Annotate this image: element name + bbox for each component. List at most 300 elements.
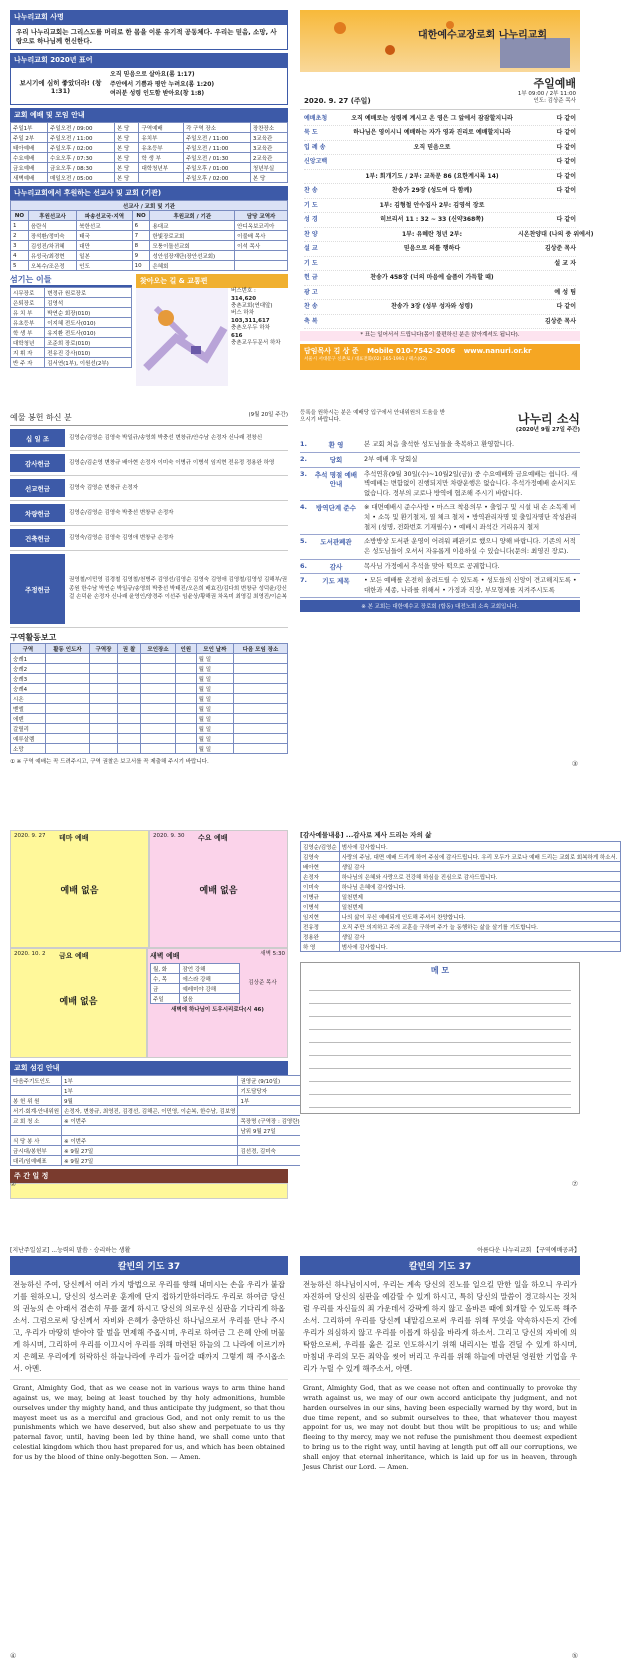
table-cell: 김성진/차귀혜 [28,241,76,251]
table-header-cell: 담당 교역자 [235,211,288,221]
order-row [304,213,576,228]
order-label: 성 경 [304,216,318,224]
news-heading: 기도 제목 [322,577,350,586]
table-cell: 남위 9월 27일 [238,1126,302,1136]
table-cell: 일천번제 [339,892,620,902]
memo-lines [301,978,579,1108]
table-cell: 이병규 [301,892,340,902]
table-cell: 주일오전 / 11:00 [183,143,250,153]
map-section [136,274,288,386]
memo-box [300,962,580,1114]
box-date: 2020. 9. 27 [14,833,46,839]
order-content: 오직 예배로는 성령께 계시고 온 영은 그 앞에서 잠잠할지니라 [351,114,513,122]
table-cell: 하 영 [301,942,340,952]
table-cell [90,744,118,754]
table-cell: 이석 목사 [235,241,288,251]
table-cell [175,744,196,754]
table-row [11,163,288,173]
box-title: 새벽 예배 [150,952,180,960]
table-cell [62,1126,238,1136]
table-cell: 하나님의 은혜와 사랑으로 건강해 하심을 진심으로 감사드립니다. [339,872,620,882]
news-heading: 감사 [329,562,343,571]
service-times: 1부 09:00 / 2부 11:00 [517,91,576,97]
report-title: 구역활동보고 [10,633,57,642]
table-cell: 월 일 [196,704,233,714]
table-cell: 사랑의 주님, 대면 예배 드리게 하여 주심에 감사드립니다. 우리 모두가 코로나 예배 드리는 교회로 회복하게 하소서. [339,852,620,862]
table-cell [45,704,89,714]
table-cell: 6 [132,221,150,231]
box-title: 수요 예배 [198,834,228,842]
news-number: 5. [300,537,307,546]
table-cell: 서기·회계·안내위원 [11,1106,62,1116]
offering-names: 김영순/김영순 김영숙 박충선 변창규 손정자 [69,509,174,516]
table-row [301,902,621,912]
table-cell: 손정자, 변창규, 최영진, 김경선, 김해곤, 이민영, 이순복, 한수남, 김보영 [62,1106,238,1116]
table-cell: 유지환 전도사(010) [45,328,132,338]
table-cell: 에스라 강해 [180,974,240,984]
news-item [300,560,580,575]
table-cell: 월, 화 [151,964,180,974]
table-row [301,872,621,882]
table-cell: ※ 이번주 [62,1116,238,1126]
table-cell: 학 생 부 [139,153,184,163]
table-cell [90,664,118,674]
table-cell: 월 일 [196,744,233,754]
table-cell: 시무장로 [11,288,45,298]
table-cell: 김영순/김영순 [301,842,340,852]
table-row [151,974,240,984]
table-cell [141,734,176,744]
table-cell: 9 [132,251,150,261]
table-cell [141,664,176,674]
table-cell: 용대교 [150,221,235,231]
table-cell: 본 당 [114,163,139,173]
page-number: ④ [10,1652,17,1660]
offering-names: 김영순/김영순 김영숙 박일규/송영희 박충선 변창규/안수남 손정자 신나래 전창신 [69,434,263,441]
order-row [304,170,576,185]
box-body: 예배 없음 [60,886,99,896]
order-row [304,242,576,257]
table-cell: 배아현 [301,862,340,872]
table-cell: 은퇴장로 [11,298,45,308]
table-header-cell: 구역 [11,644,46,654]
order-row [304,141,576,156]
table-cell: 3교육관 [250,133,287,143]
order-label: 기 도 [304,259,318,267]
bus-line: 충촌교우두문서 하차 [231,340,281,347]
box-date: 2020. 9. 30 [153,833,185,839]
table-cell: 정용완 [301,932,340,942]
table-cell: 유 치 부 [11,308,45,318]
table-cell: 월 일 [196,724,233,734]
table-cell: 대학청년 [11,338,45,348]
info-title: 교회 섬김 안내 [10,1061,288,1075]
offering-category: 차량헌금 [10,504,65,522]
bus-line: 충촌교회(연대앞) [231,303,273,310]
table-cell: 조준희 장로(010) [45,338,132,348]
table-cell: 주일오후 / 01:00 [183,163,250,173]
table-cell [45,664,89,674]
bus-line: 616 [231,332,243,339]
table-cell [90,674,118,684]
year-title: 나누리교회 2020년 표어 [10,53,288,67]
order-label: 기 도 [304,201,318,209]
order-label: 신앙고백 [304,158,328,166]
table-cell: 범사에 감사합니다. [339,842,620,852]
table-cell: 주일1부 [11,123,48,133]
table-cell: 유성국/최경현 [28,251,76,261]
table-cell [90,684,118,694]
table-cell: 장찬장소 [250,123,287,133]
news-number: 7. [300,576,307,585]
table-header-cell: 파송선교국·지역 [77,211,132,221]
table-cell: 주일오전 / 09:00 [48,123,115,133]
order-label: 헌 금 [304,274,318,282]
table-cell: 3교육관 [250,143,287,153]
table-cell [234,724,288,734]
table-header-cell: 모인 날짜 [196,644,233,654]
table-cell: 대리/임예배표 [11,1156,62,1166]
table-row [11,358,132,368]
news-item [300,438,580,453]
table-cell: 본 당 [114,123,139,133]
table-row [151,964,240,974]
order-person: 김상준 목사 [544,245,576,253]
report-footer: ① ※ 구역 예배는 꼭 드려주시고, 구역 권찰은 보고서를 꼭 제출해 주시기 바랍니다. [10,758,209,765]
table-cell: 2교육관 [250,153,287,163]
news-item [300,535,580,559]
table-cell: 오복수/조은정 [28,261,76,271]
table-cell: 성안섬장재단(장안선교회) [150,251,235,261]
table-row [11,173,288,183]
offering-title: 예물 봉헌 하신 분 [10,413,72,422]
table-cell: 생일 감사 [339,862,620,872]
page-number: ② [10,1180,17,1188]
table-cell: 새벽예배 [11,173,48,183]
table-cell: 주일 [151,994,180,1004]
news-body: • 모든 예배를 온전히 올려드릴 수 있도록 • 성도들의 신앙이 견고해지도록 • 대한과 세종, 나라를 위해서 • 가정과 직장, 부모형제를 지켜주시도록 [364,576,577,594]
table-cell: 잠언 강해 [180,964,240,974]
news-body: 2부 예배 후 당회실 [364,455,418,464]
table-cell [117,664,140,674]
table-cell: 본 당 [114,173,139,183]
table-cell: 수, 목 [151,974,180,984]
table-row [11,143,288,153]
table-cell: 유치부 [139,133,184,143]
table-cell: 이불배 목사 [235,231,288,241]
news-number: 3. [300,469,307,478]
table-cell [90,734,118,744]
table-cell: 은혜회 [150,261,235,271]
offering-category: 주정헌금 [10,554,65,624]
offering-category: 선교헌금 [10,479,65,497]
table-cell: 월 일 [196,684,233,694]
table-row [11,338,132,348]
page-6 [300,830,618,1190]
news-title: 나누리 소식 [517,412,580,426]
table-cell [141,684,176,694]
prayer-korean: 전능하신 주여, 당신께서 여러 가지 방법으로 우리를 향해 내미시는 손을 우리가 붙잡기를 원하오니, 당신의 성스러운 훈계에 단지 접하기만하더라도 우리로 하여금 당신의 권능의 손 아래서 겸손히 무릎 꿇게 하시고 당신의 의로우신 심판을 기다리게 하옵소서. 그럼으로써 당신께서 자비와 은혜가 충만하신 하나님으로서 우리를 만나 주시고, 우리가 마땅히 받아야 할 벌을 면제해 주옵시며, 우리로 하여금 그 은혜 안에 머물게 하시며, 그리하여 우리를 이끄시어 우리를 위해 마련된 하늘의 그 나라에 이르기까지 은혜로 우리에게 허락하신 하늘나라에 우리가 들어갈 때까지 그렇게 해 주시옵소서. 아멘. [13,1280,285,1373]
year-goal: 오직 믿음으로 살아요(롬 1:17) [110,71,195,79]
table-cell: 장석환/정미숙 [28,231,76,241]
table-cell: 금요오후 / 08:30 [48,163,115,173]
order-row [304,257,576,272]
table-cell [234,684,288,694]
table-cell: 예레미야 강해 [180,984,240,994]
table-cell [11,1086,62,1096]
table-row [11,654,288,664]
order-label [304,170,346,184]
order-row [304,271,576,286]
table-cell [90,714,118,724]
page-1 [10,10,288,370]
table-cell: 주일오전 / 11:00 [183,133,250,143]
box-body: 예배 없음 [59,997,98,1007]
table-cell: 봉 헌 위 원 [11,1096,62,1106]
table-cell: 일천번제 [339,902,620,912]
table-cell [175,704,196,714]
table-cell: 박연순 회장(010) [45,308,132,318]
order-row [304,155,576,170]
order-person: 다 같이 [556,303,576,311]
staff-table [10,287,132,368]
table-cell [175,724,196,734]
news-item [300,574,580,598]
service-leader: 인도: 김상준 목사 [533,98,576,105]
table-row [11,674,288,684]
table-row [11,734,288,744]
table-cell: 식 당 봉 사 [11,1136,62,1146]
table-header-cell: NO [132,211,150,221]
table-cell [141,714,176,724]
order-person: 다 같이 [556,143,576,151]
order-person: 김상준 목사 [544,317,576,325]
table-cell [90,654,118,664]
bus-line: 314,620 [231,295,257,302]
table-cell: 유초등부 [11,318,45,328]
table-cell: 월 일 [196,734,233,744]
offering-category: 십 일 조 [10,429,65,447]
table-cell: 소망 [11,744,46,754]
order-person [518,199,576,213]
news-body: 본 교회 처음 출석한 성도님들을 축복하고 환영합니다. [364,440,515,449]
table-cell: 이지혜 전도사(010) [45,318,132,328]
order-content: 찬송가 458장 (너의 마음에 슬픔이 가득할 때) [370,274,494,282]
order-label: 묵 도 [304,129,318,137]
leaf-decoration [300,10,580,72]
schedule-box [10,1183,288,1199]
table-cell [45,734,89,744]
order-content: 찬송가 3장 (성부 성자와 성령) [391,303,473,311]
dawn-table [150,963,240,1004]
offering-list [10,426,288,628]
offering-row [10,426,288,451]
table-cell [175,664,196,674]
table-cell [234,654,288,664]
table-cell [90,704,118,714]
table-row [301,862,621,872]
page-number: ⑦ [571,1180,578,1188]
table-cell [117,744,140,754]
page-5 [10,830,300,1190]
table-cell: 1부 [238,1096,302,1106]
table-cell: 8 [132,241,150,251]
table-cell: 청년부실 [250,163,287,173]
table-cell: 7 [132,231,150,241]
table-header-cell: 활동 인도자 [45,644,89,654]
table-cell: 목장명 (구역장 : 김영란) [238,1116,302,1126]
order-person: 설 교 자 [554,259,576,267]
table-row [11,328,132,338]
prayer-korean: 전능하신 하나님이시여, 우리는 계속 당신의 진노를 일으킬 만한 일을 하오니 우리가 자진하여 당신의 심판을 예감할 수 있게 하시고, 특히 당신의 말씀이 경고하시는 것처럼 우리를 자신들의 죄 가운데서 강팍케 하지 않고 올바른 때에 회개할 수 있도록 해주소서. 그리하여 우리를 당신께 내맡김으로써 우리를 위해 무엇을 약속하시든지 간에 우리가 의심하지 않고 우리를 이롭게 하심을 바라게 하소서. 그리고 당신의 자비에 의탁함으로써, 우리를 옳은 길로 인도하시기 위해 내리시는 벌을 견딜 수 있게 하시며, 마침내 우리의 모든 죄악을 씻어 버리고 우리를 위해 하늘에 마련된 영원한 기업을 우리가 누릴 수 있게 해주소서, 아멘. [303,1280,577,1373]
order-label: 입 례 송 [304,143,326,151]
offering-row [10,476,288,501]
table-row [11,318,132,328]
order-person: 다 같이 [556,129,576,137]
order-list [300,110,594,332]
table-cell: 수요예배 [11,153,48,163]
order-row [304,112,576,127]
table-cell: 김영숙 [301,852,340,862]
news-body: 추석연휴(9월 30일(수)~10월2일(금)) 중 수요예배와 금요예배는 쉽니다. 새벽예배는 변함없이 진행되지만 차량운행은 없습니다. 추석가정예배 순서지도 없습니다. 정부의 코로나 방역에 협조해 주시기 바랍니다. [364,469,578,497]
cover-banner [300,10,580,72]
table-cell [139,173,184,183]
table-cell: 다음주기도인도 [11,1076,62,1086]
table-cell [90,694,118,704]
dawn-verse: 새벽에 하나님이 도우시리로다(시 46) [171,1007,264,1013]
table-cell [45,744,89,754]
table-cell [175,714,196,724]
table-cell: ※ 이번주 [62,1136,238,1146]
thanks-table [300,841,621,952]
news-number: 2. [300,455,307,464]
table-cell: 범사에 감사합니다. [339,942,620,952]
table-cell [45,654,89,664]
fri-worship-box [10,948,147,1058]
table-row [301,892,621,902]
offering-names: 김영순/김순영 변창규 배아현 손정자 이미숙 이병규 이병석 임지현 전유정 정용완 하영 [69,459,275,466]
table-cell: 본 당 [114,143,139,153]
table-cell: 일본 [77,251,132,261]
news-body: 소방방상 도서관 운영이 어려워 폐관키로 했으니 양해 바랍니다. 기존의 서적은 성도님들이 오셔서 자유롭게 이용하실 수 있습니다(문의: 최영진 장로). [364,537,576,555]
table-row [11,221,288,231]
table-cell: 9월 [62,1096,238,1106]
year-goals [110,68,287,104]
box-title: 금요 예배 [59,952,89,960]
table-header-cell: 후원교회 / 기관 [150,211,235,221]
year-box [10,67,288,105]
table-cell: 김선경, 김미숙 [238,1146,302,1156]
table-cell: 임지현 [301,912,340,922]
table-cell: 10 [132,261,150,271]
prayer-title: 칼빈의 기도 37 [10,1256,288,1275]
table-row [11,241,288,251]
table-row [301,842,621,852]
order-content: 히브리서 11 : 32 ~ 33 (신약368쪽) [380,216,484,224]
bus-line: 버스 하차 [231,310,255,317]
table-cell: 대학청년부 [139,163,184,173]
table-cell: 매일오전 / 05:00 [48,173,115,183]
table-cell: 금시대/봉헌부 [11,1146,62,1156]
table-cell: 주일 2부 [11,133,48,143]
order-content: 오직 믿음으로 [413,143,451,151]
table-row [11,123,288,133]
offering-date: (9월 20일 주간) [248,412,288,418]
table-cell [117,694,140,704]
order-label: 찬 양 [304,230,318,238]
order-label: 찬 송 [304,303,318,311]
pastor-mobile: Mobile 010-7542-2006 [367,347,456,355]
table-cell [234,704,288,714]
table-cell [45,714,89,724]
standing-note: * 표는 일어서서 드립니다(몸이 불편하신 분은 앉아계셔도 됩니다). [300,331,580,340]
table-header-cell: 모인장소 [141,644,176,654]
table-cell: 기도담당자 [238,1086,302,1096]
table-cell [238,1156,302,1166]
table-cell: 반 주 자 [11,358,45,368]
table-cell: 월 일 [196,694,233,704]
table-row [11,288,132,298]
mission-table [10,200,288,271]
year-motto: 보시기에 심히 좋았더라! (창 1:31) [19,78,102,95]
table-cell: 숭례1 [11,654,46,664]
table-row [301,882,621,892]
news-heading: 당회 [329,456,343,465]
table-cell: 1 [11,221,29,231]
order-content: 1부: 회개기도 / 2부: 교독문 86 (요한계시록 14) [365,172,499,180]
table-row [151,994,240,1004]
order-person: 다 같이 [556,158,576,166]
dawn-time: 새벽 5:30 [260,951,285,957]
table-row [11,133,288,143]
box-date: 2020. 10. 2 [14,951,46,957]
report-table [10,643,288,754]
table-cell: 손정자 [301,872,340,882]
order-label: 광 고 [304,288,318,296]
dawn-worship-box [147,948,288,1058]
table-cell: 학 생 부 [11,328,45,338]
table-cell [117,654,140,664]
lesson-top: 아름다운 나누리교회 【구역예배공과】 [477,1247,580,1254]
table-cell [234,674,288,684]
table-row [301,942,621,952]
table-cell [117,704,140,714]
page-3 [10,410,288,770]
table-cell [141,724,176,734]
table-cell [117,724,140,734]
table-header-cell: 인원 [175,644,196,654]
order-row [304,199,576,214]
order-content [346,155,518,169]
table-cell [175,684,196,694]
table-cell [141,744,176,754]
table-cell: 수요오후 / 07:30 [48,153,115,163]
dawn-leader: 김상준 목사 [248,979,277,986]
offering-row [10,526,288,551]
table-row [11,308,132,318]
table-cell: 예루살렘 [11,734,46,744]
news-intro: 등록을 원하시는 분은 예배당 입구에서 안내위원의 도움을 받으시기 바랍니다. [300,410,446,424]
prayer-english: Grant, Almighty God, that as we cease not in various ways to arm thine hand against us, we may, being at least touched by thy holy admonitions, humble ourselves under thy mighty hand, and thus anticipate thy judgment, so that thou mayest meet us as a merciful and gracious God, and not only remit to us the punishments which we have deserved, but also shew and perpetuate to us thy paternal favor, until, having been led by thine hand, we shall come unto that celestial kingdom which thou hast prepared for us, and which has been obtained for us by the blood of thine only-begotten Son. — Amen. [10,1379,288,1467]
news-number: 6. [300,561,307,570]
table-cell: 주일오후 / 02:00 [48,143,115,153]
table-cell [117,684,140,694]
table-cell [235,251,288,261]
table-cell: 주일오전 / 11:00 [48,133,115,143]
page-7 [10,1245,288,1660]
table-cell: ※ 9월 27일 [62,1146,238,1156]
table-cell: ※ 9월 27일 [62,1156,238,1166]
